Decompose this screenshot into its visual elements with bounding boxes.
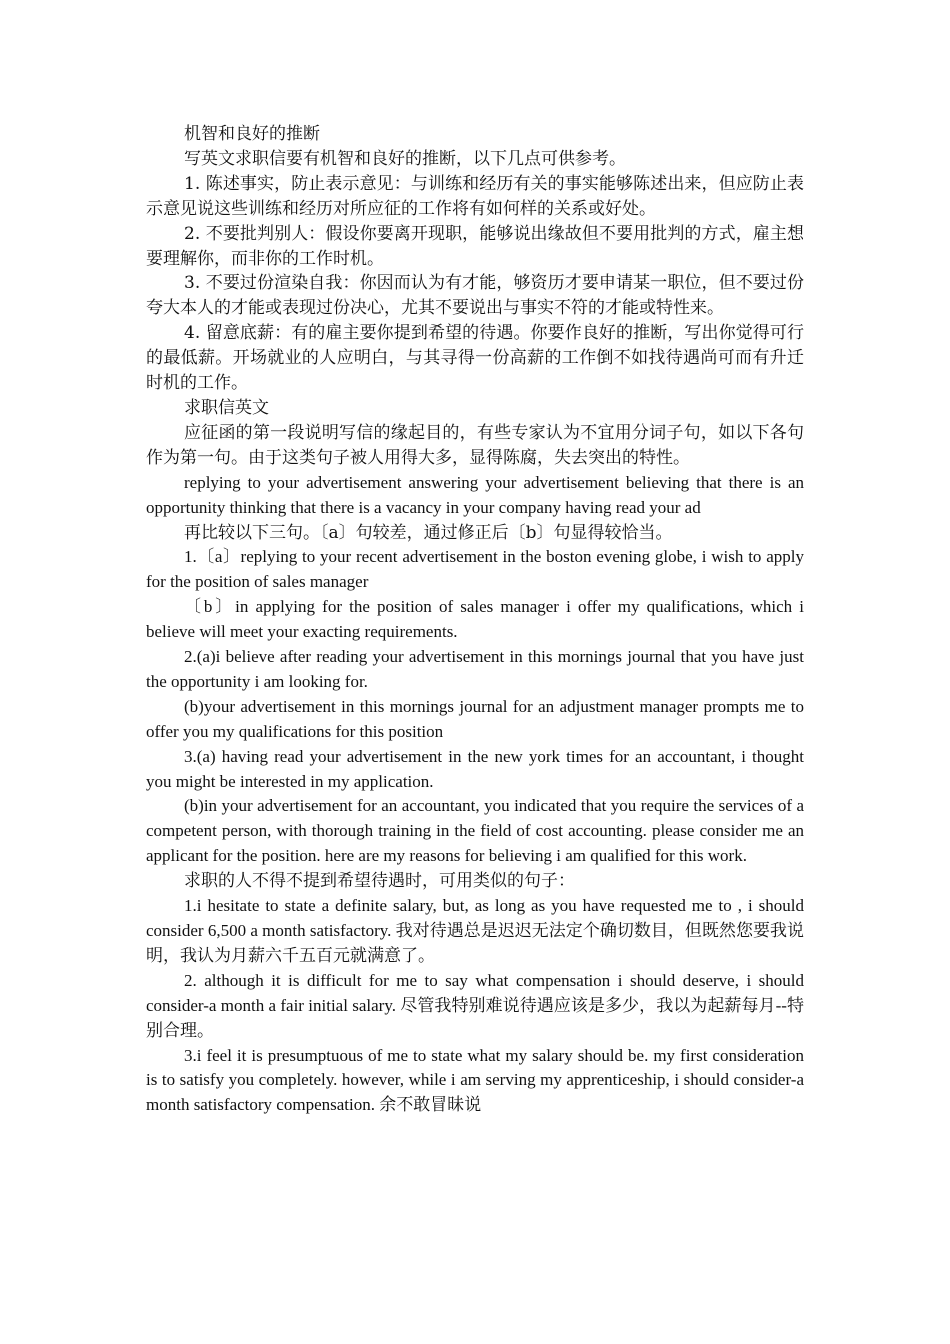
paragraph-example-3b: (b)in your advertisement for an accountant, you indicated that you require the services of a competent person, with thorough training in the field of cost accounting. please consider me an applicant for the position. here are my reasons for believing i am qualified for this work. (146, 796, 804, 866)
paragraph-intro: 写英文求职信要有机智和良好的推断，以下几点可供参考。 (184, 148, 626, 169)
paragraph-opening-advice: 应征函的第一段说明写信的缘起目的，有些专家认为不宜用分词子句，如以下各句作为第一句。由于这类句子被人用得大多，显得陈腐，失去突出的特性。 (146, 422, 804, 468)
paragraph-example-2b: (b)your advertisement in this mornings journal for an adjustment manager prompts me to offer you my qualifications for this position (146, 696, 804, 741)
paragraph-point-2: 2. 不要批判别人：假设你要离开现职，能够说出缘故但不要用批判的方式，雇主想要理解你，而非你的工作时机。 (146, 223, 804, 269)
section-heading-letter: 求职信英文 (184, 397, 269, 418)
paragraph-salary-3: 3.i feel it is presumptuous of me to state what my salary should be. my first consideration is to satisfy you completely. however, while i am serving my apprenticeship, i should consider-a month satisfactory compensation. 余不敢冒昧说 (146, 1045, 804, 1115)
paragraph-salary-intro: 求职的人不得不提到希望待遇时，可用类似的句子： (184, 871, 575, 892)
paragraph-point-3: 3. 不要过份渲染自我：你因而认为有才能，够资历才要申请某一职位，但不要过份夸大本人的才能或表现过份决心，尤其不要说出与事实不符的才能或特性来。 (146, 273, 804, 319)
paragraph-point-1: 1. 陈述事实，防止表示意见：与训练和经历有关的事实能够陈述出来，但应防止表示意见说这些训练和经历对所应征的工作将有如何样的关系或好处。 (146, 173, 804, 219)
paragraph-salary-1: 1.i hesitate to state a definite salary, but, as long as you have requested me to , i should consider 6,500 a month satisfactory. 我对待遇总是迟迟无法定个确切数目，但既然您要我说明，我认为月薪六千五百元就满意了。 (146, 896, 804, 965)
paragraph-point-4: 4. 留意底薪：有的雇主要你提到希望的待遇。你要作良好的推断，写出你觉得可行的最低薪。开场就业的人应明白，与其寻得一份高薪的工作倒不如找待遇尚可而有升迁时机的工作。 (146, 323, 804, 394)
document-body (146, 122, 804, 1118)
paragraph-compare: 再比较以下三句。〔a〕句较差，通过修正后〔b〕句显得较恰当。 (184, 522, 673, 543)
paragraph-example-2a: 2.(a)i believe after reading your advertisement in this mornings journal that you have just the opportunity i am looking for. (146, 647, 804, 691)
paragraph-example-1b: 〔b〕in applying for the position of sales manager i offer my qualifications, which i believe will meet your exacting requirements. (146, 597, 804, 642)
paragraph-salary-2: 2. although it is difficult for me to say what compensation i should deserve, i should consider-a month a fair initial salary. 尽管我特别难说待遇应该是多少，我以为起薪每月--特别合理。 (146, 970, 804, 1040)
section-heading-tact: 机智和良好的推断 (184, 124, 320, 144)
paragraph-example-1a: 1.〔a〕replying to your recent advertisement in the boston evening globe, i wish to apply for the position of sales manager (146, 547, 804, 592)
paragraph-example-phrases: replying to your advertisement answering your advertisement believing that there is an opportunity thinking that there is a vacancy in your company having read your ad (146, 472, 804, 517)
paragraph-example-3a: 3.(a) having read your advertisement in the new york times for an accountant, i thought you might be interested in my application. (146, 746, 804, 791)
